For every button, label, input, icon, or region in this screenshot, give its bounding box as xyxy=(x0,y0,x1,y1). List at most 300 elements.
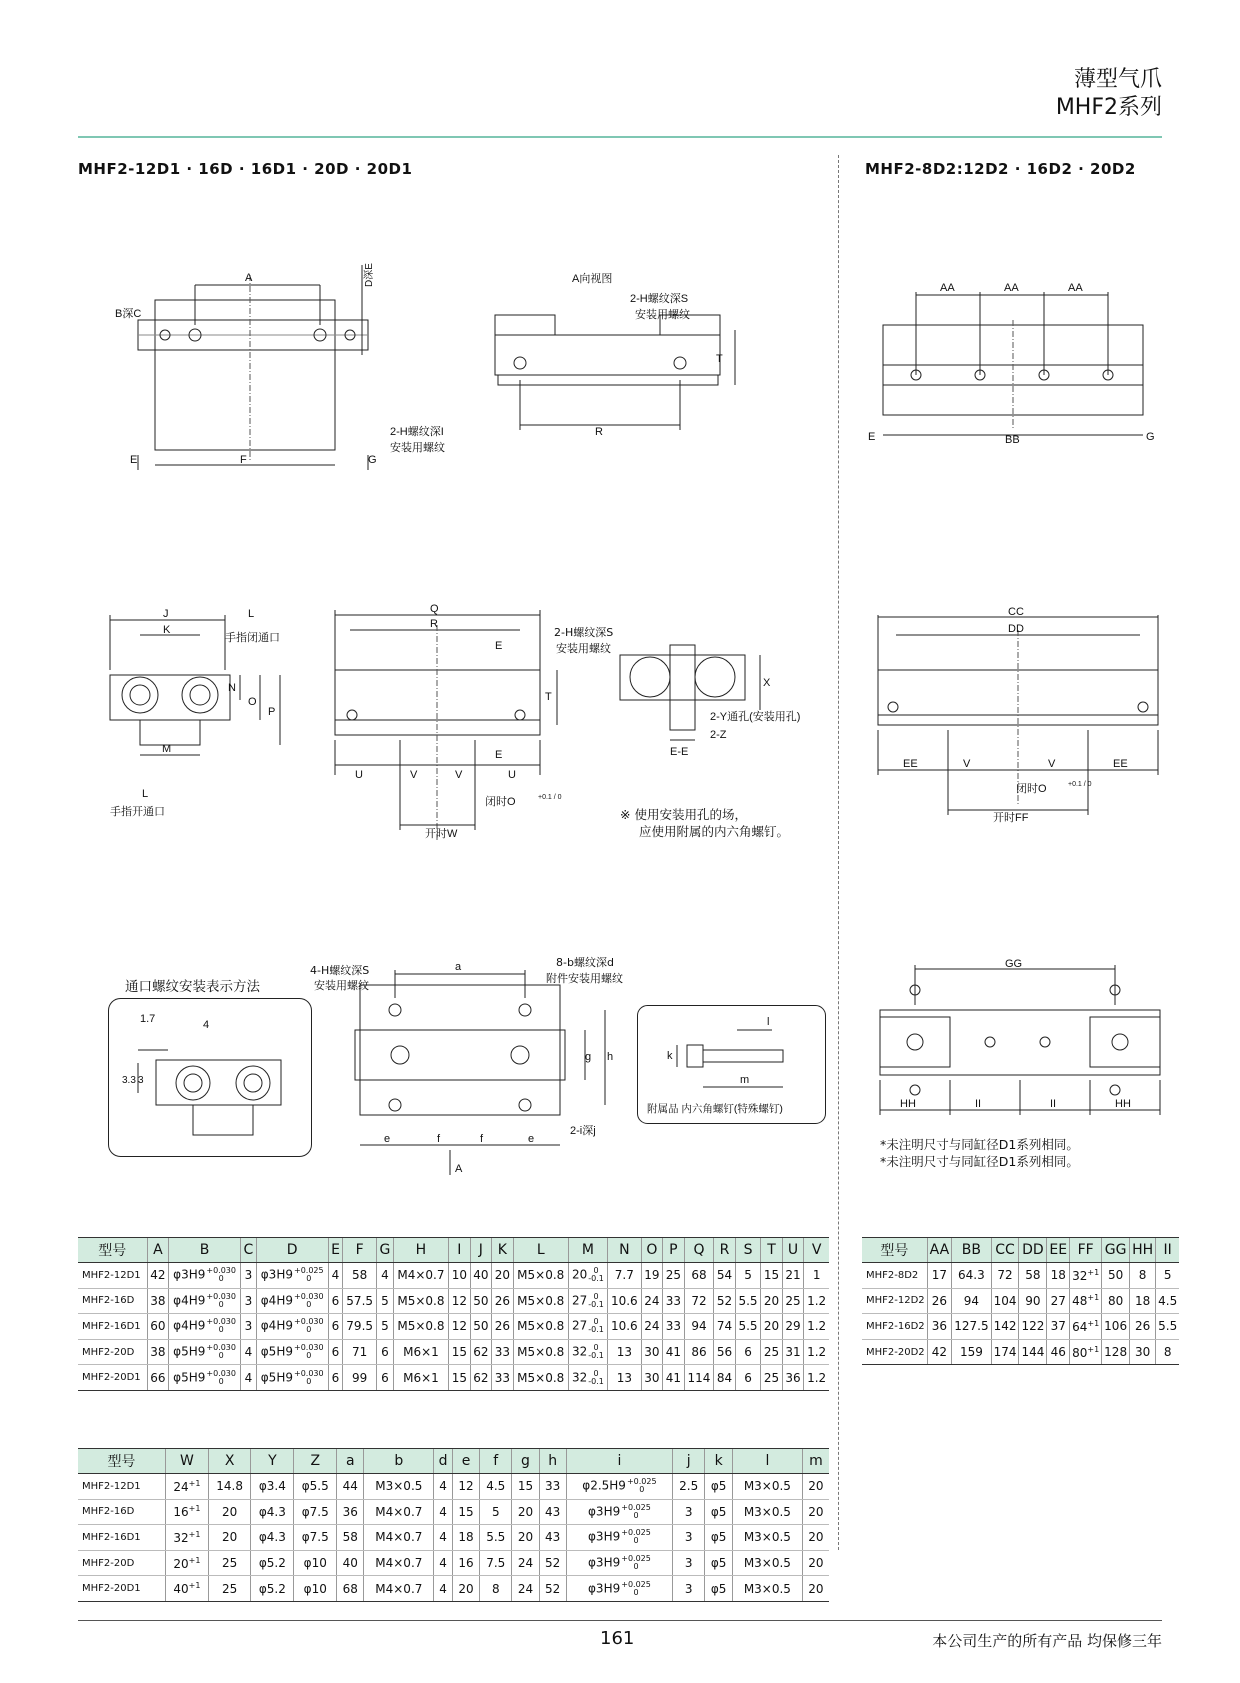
label-mount-thread-2: 安装用螺纹 xyxy=(635,309,690,321)
table-cell xyxy=(337,1525,364,1551)
col-header-t2-5: a xyxy=(337,1449,364,1474)
page-number: 161 xyxy=(600,1628,635,1649)
cell-value: 20 xyxy=(221,1504,238,1519)
table-cell xyxy=(862,1288,927,1314)
table-cell xyxy=(452,1474,479,1500)
cell-value: 68 xyxy=(342,1581,358,1596)
cell-value: 5.5 xyxy=(486,1530,506,1545)
dim-e: e xyxy=(384,1133,391,1145)
cell-value: 20 xyxy=(808,1530,824,1545)
cell-value: 21 xyxy=(785,1268,801,1283)
table-cell xyxy=(782,1314,804,1340)
table-cell xyxy=(1156,1263,1180,1289)
table-cell xyxy=(337,1499,364,1525)
table-cell xyxy=(732,1474,802,1500)
table-row xyxy=(78,1339,829,1365)
cell-value: 37 xyxy=(1050,1319,1066,1334)
table-cell xyxy=(952,1314,991,1340)
table-cell xyxy=(566,1499,672,1525)
cell-value: φ3.4 xyxy=(258,1479,286,1494)
cell-value: φ7.5 xyxy=(301,1504,329,1519)
table-cell xyxy=(452,1576,479,1602)
cell-value: 5 xyxy=(381,1293,389,1308)
col-header-t1-9: I xyxy=(449,1238,471,1263)
table-cell xyxy=(208,1525,251,1551)
col-header-t3-1: AA xyxy=(927,1238,952,1263)
col-header-t2-0: 型号 xyxy=(78,1449,165,1474)
table-cell xyxy=(241,1263,257,1289)
cell-value: φ3H9 xyxy=(260,1267,293,1282)
table-cell xyxy=(927,1288,952,1314)
col-header-t1-17: Q xyxy=(684,1238,714,1263)
table-cell xyxy=(470,1365,492,1391)
cell-value: MHF2-16D xyxy=(82,1506,135,1518)
table-cell xyxy=(732,1499,802,1525)
cell-value: 42 xyxy=(150,1268,166,1283)
label-open-w: 开时W xyxy=(425,828,458,840)
dim-EE-2: EE xyxy=(1113,758,1128,770)
cell-value: 26 xyxy=(494,1293,510,1308)
cell-value: φ5 xyxy=(710,1530,727,1545)
dim-4: 4 xyxy=(203,1019,210,1031)
cell-value: 62 xyxy=(473,1345,489,1360)
table-cell xyxy=(566,1550,672,1576)
label-through-hole: 2-Y通孔(安装用孔) xyxy=(710,711,801,723)
tol-closed-o-2: +0.1 / 0 xyxy=(1068,781,1092,788)
col-header-t1-0: 型号 xyxy=(78,1238,147,1263)
table-cell xyxy=(376,1365,393,1391)
table-cell xyxy=(470,1288,492,1314)
cell-value: 15 xyxy=(517,1479,534,1494)
cell-value: 50 xyxy=(473,1319,489,1334)
label-thread-8b-d: 8-b螺纹深d xyxy=(556,956,614,969)
table-cell xyxy=(1156,1288,1180,1314)
cell-value: φ4H9 xyxy=(260,1318,293,1333)
cell-value: 128 xyxy=(1104,1345,1128,1360)
cell-value: 38 xyxy=(150,1293,166,1308)
table-cell xyxy=(78,1525,165,1551)
cell-value: 43 xyxy=(545,1530,561,1545)
dim-II: II xyxy=(975,1098,982,1110)
dim-k: k xyxy=(667,1050,673,1062)
table-cell xyxy=(952,1288,991,1314)
cell-value: 90 xyxy=(1025,1293,1041,1308)
col-header-t1-13: M xyxy=(568,1238,607,1263)
right-note-2: *未注明尺寸与同缸径D1系列相同。 xyxy=(880,1154,1079,1169)
table-cell xyxy=(714,1263,736,1289)
cell-value: 79.5 xyxy=(346,1319,374,1334)
cell-value: 4 xyxy=(244,1370,253,1385)
label-open-ff: 开时FF xyxy=(993,812,1029,824)
cell-value: MHF2-12D2 xyxy=(866,1295,925,1307)
cell-value: φ5.5 xyxy=(301,1479,329,1494)
cell-value: 106 xyxy=(1104,1319,1128,1334)
dim-1-7: 1.7 xyxy=(140,1013,156,1025)
cell-value: 52 xyxy=(716,1293,733,1308)
cell-value: 54 xyxy=(716,1268,733,1283)
table-cell xyxy=(641,1314,663,1340)
table-cell xyxy=(294,1525,337,1551)
tol-closed-o: +0.1 / 0 xyxy=(538,794,562,801)
section-divider xyxy=(838,155,839,1550)
table-cell xyxy=(1070,1263,1102,1289)
table-cell xyxy=(449,1314,471,1340)
col-header-t2-13: j xyxy=(673,1449,705,1474)
table-cell xyxy=(78,1365,147,1391)
table-cell xyxy=(862,1263,927,1289)
table-cell xyxy=(452,1550,479,1576)
table-cell xyxy=(568,1314,607,1340)
cell-value: 4 xyxy=(381,1268,389,1283)
table-cell xyxy=(732,1550,802,1576)
table-cell xyxy=(641,1288,663,1314)
cell-value: 41 xyxy=(665,1370,682,1385)
col-header-t1-8: H xyxy=(393,1238,448,1263)
cell-value: M5×0.8 xyxy=(517,1293,565,1308)
cell-value: 43 xyxy=(545,1504,561,1519)
tol-d: +0.025 0 xyxy=(293,1266,324,1284)
table-cell xyxy=(782,1288,804,1314)
table-cell xyxy=(343,1288,377,1314)
cell-value: 174 xyxy=(993,1345,1017,1360)
col-header-t2-1: W xyxy=(165,1449,208,1474)
table-cell xyxy=(782,1339,804,1365)
label-d-depth-e: D深E xyxy=(364,263,375,287)
cell-value: 4 xyxy=(439,1530,447,1545)
cell-value: M5×0.8 xyxy=(517,1319,565,1334)
table-cell xyxy=(364,1499,434,1525)
cell-value: 114 xyxy=(687,1370,711,1385)
tol-i: +0.025 0 xyxy=(621,1554,651,1572)
cell-value: M3×0.5 xyxy=(375,1479,423,1494)
cell-value: φ2.5H9 xyxy=(582,1478,626,1493)
col-header-t1-2: B xyxy=(169,1238,241,1263)
cell-value: φ4H9 xyxy=(173,1318,206,1333)
mount-note-1: ※ 使用安装用孔的场， xyxy=(620,807,747,822)
cell-value: 3 xyxy=(244,1293,253,1308)
tol-d: +0.030 0 xyxy=(293,1317,324,1335)
cell-value: 64.3 xyxy=(958,1268,985,1283)
cell-value: M4×0.7 xyxy=(397,1268,445,1283)
table-cell xyxy=(705,1474,733,1500)
table-cell xyxy=(862,1339,927,1365)
dim-V-4: V xyxy=(1048,758,1056,770)
table-cell xyxy=(566,1474,672,1500)
table-cell xyxy=(241,1288,257,1314)
table-cell xyxy=(705,1525,733,1551)
dim-AA-2: AA xyxy=(1004,282,1019,294)
table-cell xyxy=(78,1339,147,1365)
cell-value: 27 xyxy=(1050,1293,1066,1308)
table-cell xyxy=(393,1314,448,1340)
table-cell xyxy=(78,1550,165,1576)
cell-value: MHF2-16D xyxy=(82,1295,135,1307)
dim-A: A xyxy=(245,272,253,284)
cell-value: 20 xyxy=(458,1581,474,1596)
cell-value: 6 xyxy=(744,1370,752,1385)
table-cell xyxy=(251,1474,294,1500)
tol-ff: +1 xyxy=(1087,1344,1100,1354)
cell-value: MHF2-12D1 xyxy=(82,1480,141,1492)
table-cell xyxy=(1019,1339,1047,1365)
cell-value: M3×0.5 xyxy=(743,1581,791,1596)
dim-T: T xyxy=(716,353,723,365)
cell-value: 64 xyxy=(1072,1319,1088,1334)
table-cell xyxy=(449,1365,471,1391)
cell-value: 25 xyxy=(785,1293,801,1308)
cell-value: 15 xyxy=(458,1504,474,1519)
table-cell xyxy=(802,1525,829,1551)
cell-value: 40 xyxy=(173,1582,189,1597)
col-header-t2-12: i xyxy=(566,1449,672,1474)
cell-value: 62 xyxy=(473,1370,489,1385)
cell-value: 50 xyxy=(473,1293,489,1308)
tol-m: 0 -0.1 xyxy=(588,1368,604,1386)
table-cell xyxy=(684,1314,714,1340)
cell-value: 14.8 xyxy=(216,1479,243,1494)
cell-value: 46 xyxy=(1050,1345,1066,1360)
table-cell xyxy=(673,1525,705,1551)
cell-value: 18 xyxy=(458,1530,474,1545)
table-cell xyxy=(663,1365,685,1391)
col-header-t1-3: C xyxy=(241,1238,257,1263)
cell-value: 3 xyxy=(684,1556,693,1571)
drawing-a-view xyxy=(480,270,750,450)
table-cell xyxy=(492,1263,514,1289)
tol-ff: +1 xyxy=(1087,1318,1100,1328)
table-cell xyxy=(337,1550,364,1576)
table-cell xyxy=(539,1474,566,1500)
cell-value: M5×0.8 xyxy=(517,1370,565,1385)
cell-value: 86 xyxy=(691,1345,707,1360)
table-cell xyxy=(470,1339,492,1365)
cell-value: MHF2-20D1 xyxy=(82,1583,141,1595)
col-header-t3-7: GG xyxy=(1102,1238,1130,1263)
dim-a: a xyxy=(455,961,462,973)
table-cell xyxy=(608,1263,642,1289)
table-cell xyxy=(705,1576,733,1602)
cell-value: 4 xyxy=(439,1504,447,1519)
cell-value: 122 xyxy=(1021,1319,1045,1334)
table-cell xyxy=(782,1263,804,1289)
table-row xyxy=(78,1550,829,1576)
cell-value: 5.5 xyxy=(738,1293,758,1308)
table-cell xyxy=(256,1263,328,1289)
col-header-t2-15: l xyxy=(732,1449,802,1474)
cell-value: 24 xyxy=(644,1293,660,1308)
cell-value: 33 xyxy=(494,1370,510,1385)
cell-value: 3 xyxy=(244,1319,253,1334)
cell-value: 12 xyxy=(458,1479,474,1494)
mount-note-2: 应使用附属的内六角螺钉。 xyxy=(639,824,790,839)
table-row xyxy=(862,1314,1179,1340)
cell-value: φ5 xyxy=(710,1504,727,1519)
cell-value: 5 xyxy=(491,1504,500,1519)
col-header-t1-7: G xyxy=(376,1238,393,1263)
table-cell xyxy=(705,1550,733,1576)
dim-K: K xyxy=(163,624,171,636)
right-note-1: *未注明尺寸与同缸径D1系列相同。 xyxy=(880,1137,1079,1152)
cell-value: 71 xyxy=(352,1345,368,1360)
table-cell xyxy=(761,1339,783,1365)
cell-value: 80 xyxy=(1072,1345,1088,1360)
cell-value: 26 xyxy=(494,1319,510,1334)
cell-value: 8 xyxy=(491,1581,500,1596)
dim-R: R xyxy=(595,426,603,438)
table-row xyxy=(78,1288,829,1314)
table-cell xyxy=(337,1576,364,1602)
cell-value: φ5 xyxy=(710,1479,727,1494)
table-cell xyxy=(568,1339,607,1365)
cell-value: 27 xyxy=(572,1293,588,1308)
cell-value: MHF2-16D1 xyxy=(82,1531,141,1543)
table-cell xyxy=(256,1365,328,1391)
table-row xyxy=(78,1499,829,1525)
table-cell xyxy=(1070,1288,1102,1314)
table-cell xyxy=(673,1499,705,1525)
col-header-t2-2: X xyxy=(208,1449,251,1474)
dim-O: O xyxy=(248,696,257,708)
table-cell xyxy=(513,1365,568,1391)
table-cell xyxy=(952,1263,991,1289)
dim-P: P xyxy=(268,706,276,718)
dim-N: N xyxy=(228,682,236,694)
cell-value: 5.5 xyxy=(738,1319,758,1334)
table-cell xyxy=(78,1288,147,1314)
table-cell xyxy=(492,1314,514,1340)
table-cell xyxy=(78,1499,165,1525)
cell-value: M3×0.5 xyxy=(743,1504,791,1519)
col-header-t2-8: e xyxy=(452,1449,479,1474)
table-cell xyxy=(1070,1314,1102,1340)
cell-value: 72 xyxy=(691,1293,707,1308)
cell-value: 4 xyxy=(244,1345,253,1360)
cell-value: 27 xyxy=(572,1318,588,1333)
cell-value: M4×0.7 xyxy=(375,1530,423,1545)
cell-value: 1.2 xyxy=(807,1370,827,1385)
table-row xyxy=(862,1339,1179,1365)
label-mount-thread: 安装用螺纹 xyxy=(390,442,445,454)
table-cell xyxy=(480,1550,512,1576)
dim-e-2: e xyxy=(528,1133,535,1145)
cell-value: φ4H9 xyxy=(260,1293,293,1308)
cell-value: M4×0.7 xyxy=(375,1556,423,1571)
cell-value: 159 xyxy=(959,1345,983,1360)
cell-value: 74 xyxy=(716,1319,733,1334)
cell-value: 5 xyxy=(381,1319,389,1334)
cell-value: 99 xyxy=(352,1370,368,1385)
cell-value: M3×0.5 xyxy=(743,1556,791,1571)
table-cell xyxy=(256,1314,328,1340)
cell-value: φ3H9 xyxy=(588,1504,621,1519)
cell-value: MHF2-12D1 xyxy=(82,1269,141,1281)
table-cell xyxy=(663,1288,685,1314)
cell-value: 10.6 xyxy=(610,1319,638,1334)
table-row xyxy=(78,1576,829,1602)
cell-value: 15 xyxy=(763,1268,780,1283)
table-cell xyxy=(78,1576,165,1602)
drawing-port-method xyxy=(108,998,313,1158)
tol-w: +1 xyxy=(188,1581,201,1591)
col-header-t1-19: S xyxy=(735,1238,761,1263)
table-cell xyxy=(208,1550,251,1576)
table-cell xyxy=(147,1288,169,1314)
tol-b: +0.030 0 xyxy=(206,1291,236,1309)
label-finger-close: 手指闭通口 xyxy=(225,632,280,644)
table-cell xyxy=(343,1365,377,1391)
cell-value: MHF2-20D2 xyxy=(866,1346,925,1358)
footer-divider xyxy=(78,1620,1162,1621)
drawing-d2-front xyxy=(868,280,1168,460)
table-cell xyxy=(393,1339,448,1365)
cell-value: 12 xyxy=(451,1293,467,1308)
table-row xyxy=(78,1263,829,1289)
table-cell xyxy=(862,1314,927,1340)
label-closed-o-2: 闭时O xyxy=(1016,783,1047,795)
col-header-t1-14: N xyxy=(608,1238,642,1263)
cell-value: 20 xyxy=(517,1530,534,1545)
cell-value: 32 xyxy=(572,1370,588,1385)
dim-E-4: E xyxy=(495,749,503,761)
right-section-title: MHF2-8D2:12D2 · 16D2 · 20D2 xyxy=(865,160,1136,178)
col-header-t1-22: V xyxy=(804,1238,829,1263)
table-cell xyxy=(169,1365,241,1391)
cell-value: 33 xyxy=(665,1293,682,1308)
cell-value: 6 xyxy=(381,1345,389,1360)
cell-value: 24 xyxy=(173,1479,189,1494)
table-row xyxy=(78,1314,829,1340)
table-cell xyxy=(251,1525,294,1551)
table-cell xyxy=(364,1525,434,1551)
cell-value: 6 xyxy=(331,1370,340,1385)
cell-value: 19 xyxy=(644,1268,660,1283)
table-cell xyxy=(343,1339,377,1365)
table-cell xyxy=(1019,1288,1047,1314)
cell-value: 2.5 xyxy=(679,1479,699,1494)
table-cell xyxy=(165,1576,208,1602)
col-header-t3-3: CC xyxy=(991,1238,1019,1263)
cell-value: 30 xyxy=(644,1345,660,1360)
dim-G: G xyxy=(368,454,377,466)
label-closed-o: 闭时O xyxy=(485,796,516,808)
tol-m: 0 -0.1 xyxy=(588,1343,604,1361)
dim-f: f xyxy=(437,1133,441,1145)
cell-value: 80 xyxy=(1107,1293,1124,1308)
cell-value: 3 xyxy=(684,1581,693,1596)
table-cell xyxy=(991,1339,1019,1365)
cell-value: φ7.5 xyxy=(301,1530,329,1545)
cell-value: 10 xyxy=(451,1268,467,1283)
col-header-t2-4: Z xyxy=(294,1449,337,1474)
tol-b: +0.030 0 xyxy=(206,1317,236,1335)
table-cell xyxy=(735,1339,761,1365)
table-cell xyxy=(761,1288,783,1314)
tol-d: +0.030 0 xyxy=(293,1291,324,1309)
table-cell xyxy=(539,1550,566,1576)
table-cell xyxy=(513,1263,568,1289)
label-thread-2h-i: 2-H螺纹深I xyxy=(390,426,444,438)
cell-value: M5×0.8 xyxy=(517,1268,565,1283)
dim-BB: BB xyxy=(1005,434,1020,446)
table-cell xyxy=(568,1365,607,1391)
table-cell xyxy=(169,1288,241,1314)
dim-V: V xyxy=(410,769,418,781)
cell-value: φ5H9 xyxy=(173,1370,206,1385)
cell-value: 20 xyxy=(808,1479,824,1494)
cell-value: 25 xyxy=(221,1581,238,1596)
table-cell xyxy=(165,1474,208,1500)
cell-value: φ5 xyxy=(710,1581,727,1596)
